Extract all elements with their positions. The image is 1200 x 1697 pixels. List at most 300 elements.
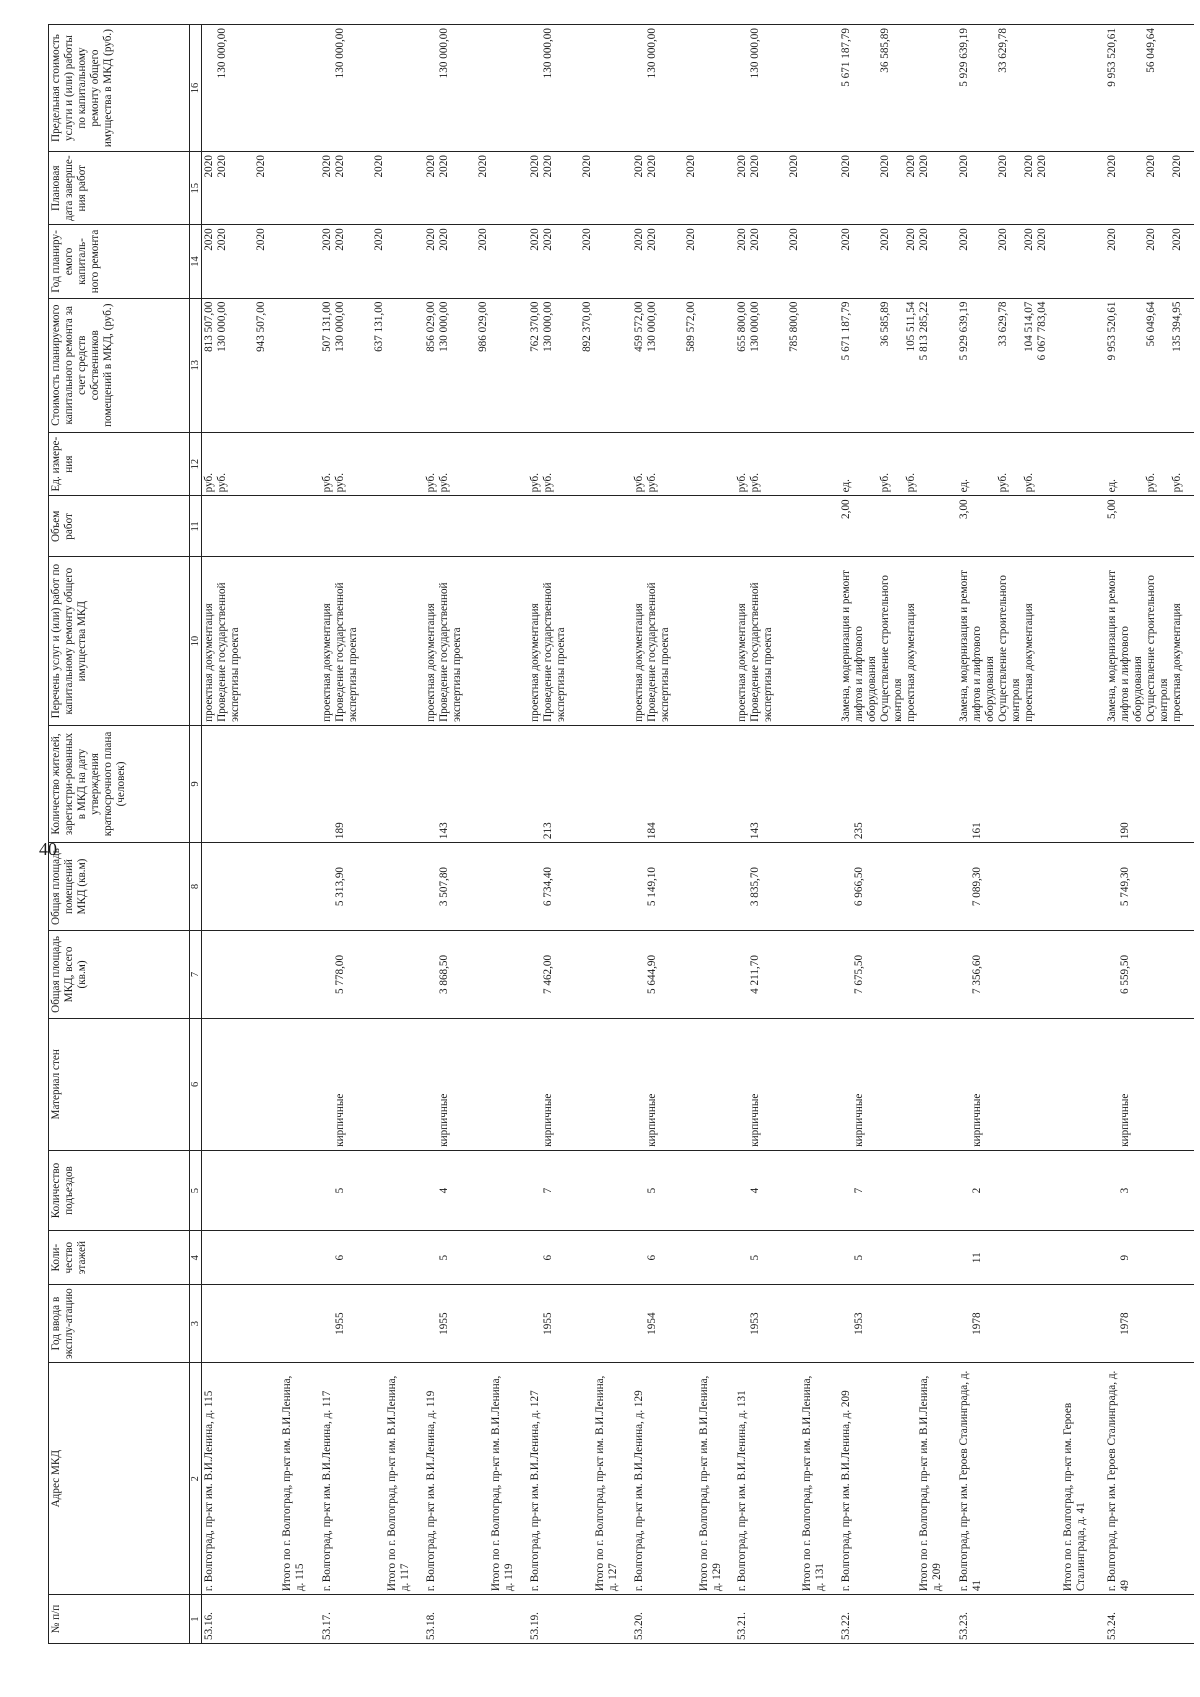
table-cell (632, 432, 736, 495)
spacer (762, 1366, 775, 1591)
work-cost-value: 130 000,00 (541, 301, 554, 352)
floors: 5 (438, 1254, 451, 1261)
work-volume (216, 499, 255, 553)
table-cell (632, 298, 736, 432)
table-cell (528, 298, 632, 432)
work-name: Замена, модернизация и ремонт лифтов и лифтового оборудования (840, 569, 879, 722)
work-name: проектная документация (321, 603, 334, 722)
spacer (464, 1366, 477, 1591)
spacer (321, 1288, 334, 1359)
table-cell (202, 1150, 321, 1231)
table-cell (839, 152, 957, 225)
table-cell (528, 152, 632, 225)
work-limit (879, 28, 905, 148)
work-limit (425, 28, 438, 148)
work-year-value: 2020 (1023, 228, 1036, 251)
table-cell (839, 1285, 957, 1363)
work-year (203, 228, 216, 294)
total-cost: 5 813 285,22 (918, 301, 931, 361)
spacer (1036, 560, 1049, 721)
spacer (529, 729, 542, 839)
spacer (672, 1366, 685, 1591)
table-cell (202, 432, 321, 495)
table-cell (320, 1595, 424, 1644)
column-number: 6 (190, 1018, 202, 1150)
work-limit-value: 5 929 639,19 (958, 28, 971, 87)
work-date (1106, 155, 1145, 221)
table-cell (957, 1231, 1104, 1285)
table-row (735, 25, 839, 1644)
column-header: Коли-чество этажей (49, 1231, 190, 1285)
table-cell (839, 1150, 957, 1231)
area-rooms: 3 507,80 (438, 866, 451, 907)
work-cost (879, 302, 905, 429)
year-built: 1978 (971, 1312, 984, 1335)
spacer (451, 1366, 464, 1591)
work-cost (542, 302, 581, 429)
work-year-value: 2020 (997, 228, 1010, 251)
spacer (321, 934, 334, 1015)
work-year-value: 2020 (438, 228, 451, 251)
work-unit (529, 436, 542, 492)
table-cell (839, 1595, 957, 1644)
work-date (633, 155, 646, 221)
spacer (529, 1154, 542, 1228)
row-number: 53.21. (736, 1612, 749, 1640)
spacer (321, 1234, 334, 1281)
table-cell (320, 25, 424, 152)
work-year (1145, 228, 1171, 294)
entrances: 5 (334, 1187, 347, 1194)
table-cell (424, 152, 528, 225)
spacer (633, 1022, 646, 1147)
area-rooms: 3 835,70 (749, 866, 762, 907)
work-volume (321, 499, 334, 553)
total-date: 2020 (918, 155, 931, 178)
total-date: 2020 (1036, 155, 1049, 178)
table-cell (424, 496, 528, 557)
rotated-table-page (0, 22, 1200, 1672)
work-limit (542, 28, 581, 148)
total-date: 2020 (255, 155, 267, 178)
work-unit (1145, 436, 1171, 492)
table-cell (735, 225, 839, 298)
area-total: 3 868,50 (438, 954, 451, 995)
spacer (958, 1022, 971, 1147)
spacer (464, 560, 477, 721)
work-cost-value: 130 000,00 (749, 301, 762, 352)
work-date-value: 2020 (645, 155, 658, 178)
table-cell (320, 432, 424, 495)
column-header: Перечень услуг и (или) работ по капитальному ремонту общего имущества МКД (49, 557, 190, 725)
table-cell (957, 432, 1104, 495)
table-cell (735, 298, 839, 432)
table-cell (320, 931, 424, 1019)
total-cost: 892 370,00 (580, 301, 593, 352)
work-name: Проведение государственной экспертизы проекта (541, 582, 567, 722)
spacer (542, 1366, 555, 1591)
work-name: Проведение государственной экспертизы проекта (749, 582, 775, 722)
table-cell (1105, 298, 1194, 432)
column-number: 3 (190, 1285, 202, 1363)
address-line: г. Волгоград, пр-кт им. В.И.Ленина, д. 115 (203, 1390, 215, 1592)
table-cell (528, 432, 632, 495)
spacer (321, 1022, 334, 1147)
table-cell (424, 1285, 528, 1363)
work-limit (1023, 28, 1036, 148)
total-year: 2020 (373, 228, 386, 251)
spacer (321, 846, 334, 927)
table-cell (632, 725, 736, 842)
work-unit-value: ед. (958, 479, 971, 493)
work-volume (542, 499, 581, 553)
table-cell (632, 152, 736, 225)
year-built: 1955 (541, 1312, 554, 1335)
table-cell (424, 725, 528, 842)
work-name: проектная документация (1023, 603, 1036, 722)
column-number: 11 (190, 496, 202, 557)
table-cell (202, 1363, 321, 1595)
spacer (840, 1154, 853, 1228)
work-limit-value: 130 000,00 (438, 28, 451, 79)
spacer (1106, 1022, 1119, 1147)
table-cell (1105, 1595, 1194, 1644)
spacer (242, 560, 255, 721)
work-year (749, 228, 788, 294)
work-year (321, 228, 334, 294)
work-unit-value: ед. (1105, 479, 1118, 493)
address-line: г. Волгоград, пр-кт им. В.И.Ленина, д. 209 (840, 1390, 853, 1592)
work-unit (542, 436, 581, 492)
work-date-value: 2020 (541, 155, 554, 178)
spacer (568, 560, 581, 721)
work-cost-value: 5 671 187,79 (840, 301, 853, 361)
work-date-value: 2020 (1170, 155, 1183, 178)
table-cell (839, 725, 957, 842)
work-year-value: 2020 (334, 228, 347, 251)
spacer (529, 1022, 542, 1147)
entrances: 3 (1118, 1187, 1131, 1194)
work-year (905, 228, 918, 294)
work-cost-value: 130 000,00 (216, 301, 228, 352)
work-name: проектная документация (1170, 603, 1183, 722)
work-cost (321, 302, 334, 429)
work-unit-value: руб. (1023, 472, 1036, 493)
table-cell (735, 432, 839, 495)
work-volume (1171, 499, 1184, 553)
table-cell (424, 298, 528, 432)
work-cost (958, 302, 997, 429)
table-cell (735, 843, 839, 931)
column-header: Общая площадь МКД, всего (кв.м) (49, 931, 190, 1019)
spacer (255, 1366, 268, 1591)
work-year (840, 228, 879, 294)
table-cell (528, 725, 632, 842)
spacer (736, 1234, 749, 1281)
work-cost (529, 302, 542, 429)
spacer (633, 1234, 646, 1281)
year-built: 1953 (853, 1312, 866, 1335)
work-cost (1171, 302, 1184, 429)
work-volume (334, 499, 373, 553)
table-cell (202, 1231, 321, 1285)
work-limit-value: 9 953 520,61 (1105, 28, 1118, 87)
residents: 143 (438, 822, 451, 840)
table-cell (424, 1363, 528, 1595)
address-line: Итого по г. Волгоград, пр-кт им. В.И.Ленина, д. 117 (386, 1375, 412, 1592)
table-cell (528, 1285, 632, 1363)
column-header: Ед. измере-ния (49, 432, 190, 495)
spacer (840, 846, 853, 927)
work-year (879, 228, 905, 294)
total-year: 2020 (1036, 228, 1049, 251)
total-year: 2020 (788, 228, 801, 251)
column-number: 13 (190, 298, 202, 432)
work-cost (216, 302, 255, 429)
work-date-value: 2020 (203, 155, 215, 178)
address-line: г. Волгоград, пр-кт им. В.И.Ленина, д. 131 (736, 1390, 749, 1592)
address-line: Итого по г. Волгоград, пр-кт им. В.И.Ленина, д. 127 (593, 1375, 619, 1592)
table-row (957, 25, 1104, 1644)
spacer (984, 1366, 997, 1591)
work-year-value: 2020 (425, 228, 438, 251)
spacer (958, 1234, 971, 1281)
table-cell (528, 496, 632, 557)
address-line: г. Волгоград, пр-кт им. Героев Сталинграда, д. 49 (1105, 1370, 1131, 1592)
work-cost (334, 302, 373, 429)
table-cell (528, 225, 632, 298)
residents: 235 (853, 822, 866, 840)
work-unit (840, 436, 879, 492)
work-name: Осуществление строительного контроля (997, 575, 1023, 722)
table-cell (632, 1150, 736, 1231)
table-cell (957, 25, 1104, 152)
address-line: Итого по г. Волгоград, пр-кт им. Героев Сталинграда, д. 41 (1062, 1402, 1088, 1592)
work-date (997, 155, 1023, 221)
work-unit-value: руб. (334, 472, 347, 493)
work-date (321, 155, 334, 221)
table-cell (202, 1595, 321, 1644)
spacer (840, 1022, 853, 1147)
work-limit-value: 130 000,00 (645, 28, 658, 79)
table-cell (1105, 1285, 1194, 1363)
column-header: Год ввода в эксплу-атацию (49, 1285, 190, 1363)
table-cell (957, 1018, 1104, 1150)
spacer (581, 1366, 594, 1591)
work-volume (1106, 499, 1145, 553)
column-number: 1 (190, 1595, 202, 1644)
spacer (918, 560, 931, 721)
row-number: 53.20. (632, 1612, 645, 1640)
table-cell (528, 1018, 632, 1150)
year-built: 1953 (749, 1312, 762, 1335)
table-cell (632, 25, 736, 152)
work-unit (216, 436, 255, 492)
table-cell (735, 152, 839, 225)
spacer (633, 934, 646, 1015)
work-date (840, 155, 879, 221)
year-built: 1954 (645, 1312, 658, 1335)
entrances: 4 (749, 1187, 762, 1194)
table-cell (1105, 931, 1194, 1019)
work-volume-value: 2,00 (840, 499, 853, 519)
work-volume (438, 499, 477, 553)
work-name: Замена, модернизация и ремонт лифтов и лифтового оборудования (1105, 569, 1144, 722)
table-cell (735, 1150, 839, 1231)
work-date (1145, 155, 1171, 221)
spacer (958, 846, 971, 927)
column-number: 14 (190, 225, 202, 298)
work-volume-value: 3,00 (958, 499, 971, 519)
work-cost-value: 5 929 639,19 (958, 301, 971, 361)
table-cell (632, 557, 736, 725)
work-volume (425, 499, 438, 553)
table-cell (1105, 843, 1194, 931)
spacer (840, 1288, 853, 1359)
work-cost (997, 302, 1023, 429)
total-year: 2020 (477, 228, 490, 251)
table-cell (202, 152, 321, 225)
area-total: 6 559,50 (1118, 954, 1131, 995)
work-volume (958, 499, 997, 553)
work-date (203, 155, 216, 221)
column-number: 10 (190, 557, 202, 725)
work-limit (646, 28, 685, 148)
spacer (736, 1022, 749, 1147)
table-row (424, 25, 528, 1644)
work-date-value: 2020 (840, 155, 853, 178)
total-cost: 785 800,00 (788, 301, 801, 352)
spacer (438, 1366, 451, 1591)
work-limit (958, 28, 997, 148)
address-line: г. Волгоград, пр-кт им. В.И.Ленина, д. 129 (632, 1390, 645, 1592)
work-year (216, 228, 255, 294)
work-year (1106, 228, 1145, 294)
work-date-value: 2020 (997, 155, 1010, 178)
residents: 143 (749, 822, 762, 840)
work-date (1023, 155, 1036, 221)
table-cell (957, 931, 1104, 1019)
table-cell (632, 1285, 736, 1363)
total-year: 2020 (580, 228, 593, 251)
table-cell (424, 1231, 528, 1285)
work-date-value: 2020 (749, 155, 762, 178)
spacer (633, 729, 646, 839)
column-number: 7 (190, 931, 202, 1019)
work-limit (997, 28, 1023, 148)
residents: 190 (1118, 822, 1131, 840)
work-unit-value: руб. (321, 472, 334, 493)
spacer (373, 1366, 386, 1591)
work-date-value: 2020 (879, 155, 892, 178)
spacer (216, 1366, 229, 1591)
table-cell (424, 25, 528, 152)
spacer (840, 1234, 853, 1281)
material: кирпичные (1118, 1093, 1131, 1147)
column-header: Материал стен (49, 1018, 190, 1150)
table-body (202, 25, 1195, 1644)
table-cell (424, 225, 528, 298)
work-cost-value: 135 394,95 (1170, 301, 1183, 352)
work-cost (1145, 302, 1171, 429)
work-unit (958, 436, 997, 492)
work-year-value: 2020 (958, 228, 971, 251)
work-unit (646, 436, 685, 492)
spacer (958, 1154, 971, 1228)
work-date-value: 2020 (216, 155, 228, 178)
total-cost: 589 572,00 (684, 301, 697, 352)
header-row (49, 25, 190, 1644)
table-cell (424, 1595, 528, 1644)
table-cell (528, 1363, 632, 1595)
work-date-value: 2020 (425, 155, 438, 178)
work-year-value: 2020 (905, 228, 918, 251)
work-date-value: 2020 (632, 155, 645, 178)
work-volume (1145, 499, 1171, 553)
work-cost-value: 813 507,00 (203, 301, 215, 352)
work-cost-value: 130 000,00 (334, 301, 347, 352)
spacer (321, 729, 334, 839)
table-cell (1105, 1363, 1194, 1595)
work-volume (1023, 499, 1036, 553)
table-cell (957, 843, 1104, 931)
spacer (1106, 934, 1119, 1015)
address-line: г. Волгоград, пр-кт им. Героев Сталинграда, д. 41 (958, 1370, 984, 1592)
work-unit-value: руб. (528, 472, 541, 493)
area-rooms: 6 734,40 (541, 866, 554, 907)
work-date (529, 155, 542, 221)
work-name: проектная документация (528, 603, 541, 722)
work-cost-value: 130 000,00 (645, 301, 658, 352)
total-year: 2020 (684, 228, 697, 251)
work-unit-value: руб. (997, 472, 1010, 493)
floors: 5 (853, 1254, 866, 1261)
table-cell (1105, 25, 1194, 152)
table-cell (957, 557, 1104, 725)
floors: 9 (1118, 1254, 1131, 1261)
work-limit (749, 28, 788, 148)
work-year (1171, 228, 1184, 294)
work-name: Проведение государственной экспертизы проекта (438, 582, 464, 722)
area-total: 5 644,90 (645, 954, 658, 995)
total-cost: 986 029,00 (477, 301, 490, 352)
work-name: Проведение государственной экспертизы проекта (645, 582, 671, 722)
spacer (1106, 1288, 1119, 1359)
work-volume (879, 499, 905, 553)
work-unit-value: руб. (541, 472, 554, 493)
spacer (321, 1154, 334, 1228)
entrances: 5 (645, 1187, 658, 1194)
work-name: Проведение государственной экспертизы проекта (216, 582, 241, 722)
spacer (892, 1366, 905, 1591)
column-number: 4 (190, 1231, 202, 1285)
column-header: Общая площадь помещений МКД (кв.м) (49, 843, 190, 931)
table-cell (320, 1231, 424, 1285)
spacer (958, 729, 971, 839)
table-cell (1105, 496, 1194, 557)
work-date-value: 2020 (1144, 155, 1157, 178)
spacer (529, 1234, 542, 1281)
spacer (529, 1288, 542, 1359)
work-cost (633, 302, 646, 429)
table-cell (320, 1285, 424, 1363)
table-cell (957, 298, 1104, 432)
spacer (853, 1366, 866, 1591)
work-year-value: 2020 (216, 228, 228, 251)
work-limit (216, 28, 255, 148)
column-number: 16 (190, 25, 202, 152)
work-cost-value: 507 131,00 (321, 301, 334, 352)
